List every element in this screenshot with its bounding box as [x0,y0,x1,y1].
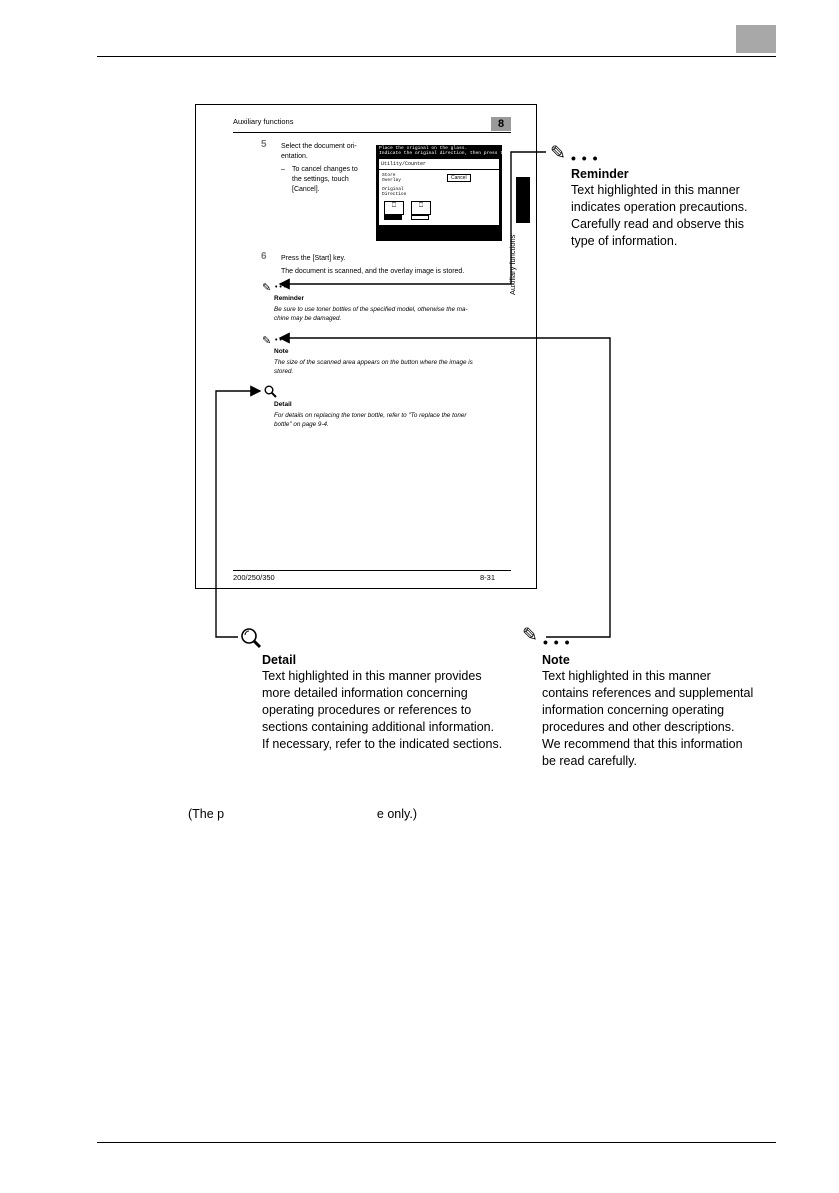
screen-dir-landscape-button[interactable]: ⎕ [411,201,431,215]
reminder-line: indicates operation precautions. [571,200,748,214]
detail-line: operating procedures or references to [262,703,472,717]
detail-line: more detailed information concerning [262,686,468,700]
sample-step6-number: 6 [261,251,267,262]
reminder-body [571,182,748,250]
ellipsis-icon: • • • [275,337,287,344]
screen-orig-dir: Original Direction [382,187,407,197]
pencil-icon: ✎ [262,282,272,294]
sample-footer-model: 200/250/350 [233,573,275,582]
note-pencil-icon: ✎ [522,625,538,646]
screen-overlay: Store Overlay [382,173,401,183]
sample-chapter-number: 8 [491,117,511,131]
reminder-title: Reminder [571,167,629,181]
sample-step5-sub-1: To cancel changes to [292,166,358,173]
sample-header-title: Auxiliary functions [233,117,294,126]
sample-step5-dash: – [281,166,285,173]
ellipsis-icon: • • • [275,284,287,291]
reminder-line: Text highlighted in this manner [571,183,740,197]
sample-step5-text-2: entation. [281,153,308,160]
sample-reminder-title: Reminder [274,295,304,302]
screen-dir-portrait-button[interactable]: ⎕ [384,201,404,215]
sample-side-tab-chapter: Chapter 8 [504,167,513,200]
detail-body [262,668,502,753]
sample-side-tab-section: Auxiliary functions [508,234,517,295]
sample-step5-sub-2: the settings, touch [292,176,349,183]
screen-line-2: Indicate the original direction, then press the Start Key. [379,151,539,156]
note-line: be read carefully. [542,754,637,768]
detail-magnifier-icon [240,627,262,649]
sample-note-text-1: The size of the scanned area appears on the button where the image is [274,359,473,366]
note-line: information concerning operating [542,703,725,717]
sample-step5-sub-3: [Cancel]. [292,186,320,193]
sample-reminder-text-2: chine may be damaged. [274,315,342,322]
note-line: We recommend that this information [542,737,743,751]
note-body [542,668,753,770]
detail-line: Text highlighted in this manner provides [262,669,482,683]
detail-line: If necessary, refer to the indicated sections. [262,737,503,751]
sample-note-title: Note [274,348,289,355]
pencil-icon: ✎ [262,335,272,347]
footer-rule [97,1142,776,1143]
screen-cancel-button[interactable]: Cancel [447,174,471,182]
reminder-ellipsis: • • • [571,150,599,166]
reminder-line: type of information. [571,234,678,248]
sample-step6-text: Press the [Start] key. [281,255,346,262]
note-line: contains references and supplemental [542,686,754,700]
detail-line: sections containing additional information. [262,720,495,734]
sample-step6-result: The document is scanned, and the overlay image is stored. [281,268,465,275]
sample-detail-title: Detail [274,401,292,408]
note-title: Note [542,653,570,667]
screen-line-1: Place the original on the glass. [379,146,468,151]
sample-step5-text-1: Select the document ori- [281,143,357,150]
sample-reminder-text-1: Be sure to use toner bottles of the specified model, otherwise the ma- [274,306,468,313]
detail-title: Detail [262,653,297,667]
screen-title: Utility/Counter [381,161,427,167]
sample-note-text-2: stored. [274,368,294,375]
reminder-pencil-icon: ✎ [550,143,566,164]
note-ellipsis: • • • [543,634,571,650]
note-line: Text highlighted in this manner [542,669,711,683]
page-caption: (The p e only.) [188,807,417,821]
sample-footer-page: 8-31 [480,573,496,582]
sample-detail-text-1: For details on replacing the toner bottle, refer to "To replace the toner [274,412,467,419]
note-line: procedures and other descriptions. [542,720,735,734]
sample-step5-number: 5 [261,139,267,150]
reminder-line: Carefully read and observe this [571,217,745,231]
sample-detail-text-2: bottle" on page 9-4. [274,421,329,428]
